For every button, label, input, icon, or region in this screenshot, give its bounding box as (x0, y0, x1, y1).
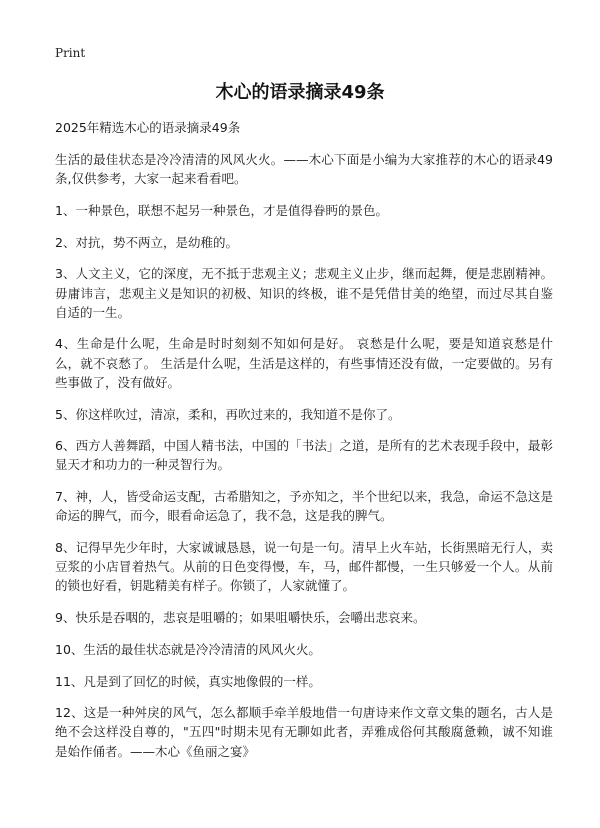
quote-2: 2、对抗，势不两立，是幼稚的。 (55, 234, 238, 250)
quote-6: 6、西方人善舞蹈，中国人精书法，中国的「书法」之道，是所有的艺术表现手段中，最彰显天才和功力的一种灵智行为。 (55, 438, 553, 473)
quote-8: 8、记得早先少年时，大家诚诚恳恳，说一句是一句。清早上火车站，长街黑暗无行人，卖豆浆的小店冒着热气。从前的日色变得慢，车，马，邮件都慢，一生只够爱一个人。从前的锁也好看，钥匙精美有样子。你锁了，人家就懂了。 (55, 540, 553, 594)
quote-4: 4、生命是什么呢，生命是时时刻刻不知如何是好。 哀愁是什么呢，要是知道哀愁是什么，就不哀愁了。 生活是什么呢，生活是这样的，有些事情还没有做，一定要做的。另有些事做了，没有做好。 (55, 336, 553, 390)
quote-9: 9、快乐是吞咽的，悲哀是咀嚼的；如果咀嚼快乐，会嚼出悲哀来。 (55, 610, 426, 626)
article-body (55, 150, 553, 773)
page-title: 木心的语录摘录49条 (215, 82, 385, 103)
print-link[interactable]: Print (55, 46, 86, 60)
quote-12: 12、这是一种舛戾的风气，怎么都顺手牵羊般地借一句唐诗来作文章文集的题名，古人是绝不会这样没自尊的，"五四"时期未见有无聊如此者，弄雅成俗何其酸腐惫赖，诚不知谁是始作俑者。——木心《鱼丽之宴》 (55, 705, 553, 759)
quote-7: 7、神，人，皆受命运支配，古希腊知之，予亦知之，半个世纪以来，我急，命运不急这是命运的脾气，而今，眼看命运急了，我不急，这是我的脾气。 (55, 489, 553, 524)
intro-paragraph: 生活的最佳状态是冷冷清清的风风火火。——木心下面是小编为大家推荐的木心的语录49条,仅供参考，大家一起来看看吧。 (55, 152, 553, 187)
quote-1: 1、一种景色，联想不起另一种景色，才是值得眷眄的景色。 (55, 202, 388, 218)
quote-10: 10、生活的最佳状态就是冷冷清清的风风火火。 (55, 641, 321, 657)
page-subtitle: 2025年精选木心的语录摘录49条 (55, 120, 241, 135)
quote-11: 11、凡是到了回忆的时候，真实地像假的一样。 (55, 673, 321, 689)
quote-3: 3、人文主义，它的深度，无不抵于悲观主义；悲观主义止步，继而起舞，便是悲剧精神。毋庸讳言，悲观主义是知识的初极、知识的终极，谁不是凭借甘美的绝望，而过尽其自鉴自适的一生。 (55, 266, 553, 320)
quote-5: 5、你这样吹过，清凉，柔和，再吹过来的，我知道不是你了。 (55, 406, 401, 422)
